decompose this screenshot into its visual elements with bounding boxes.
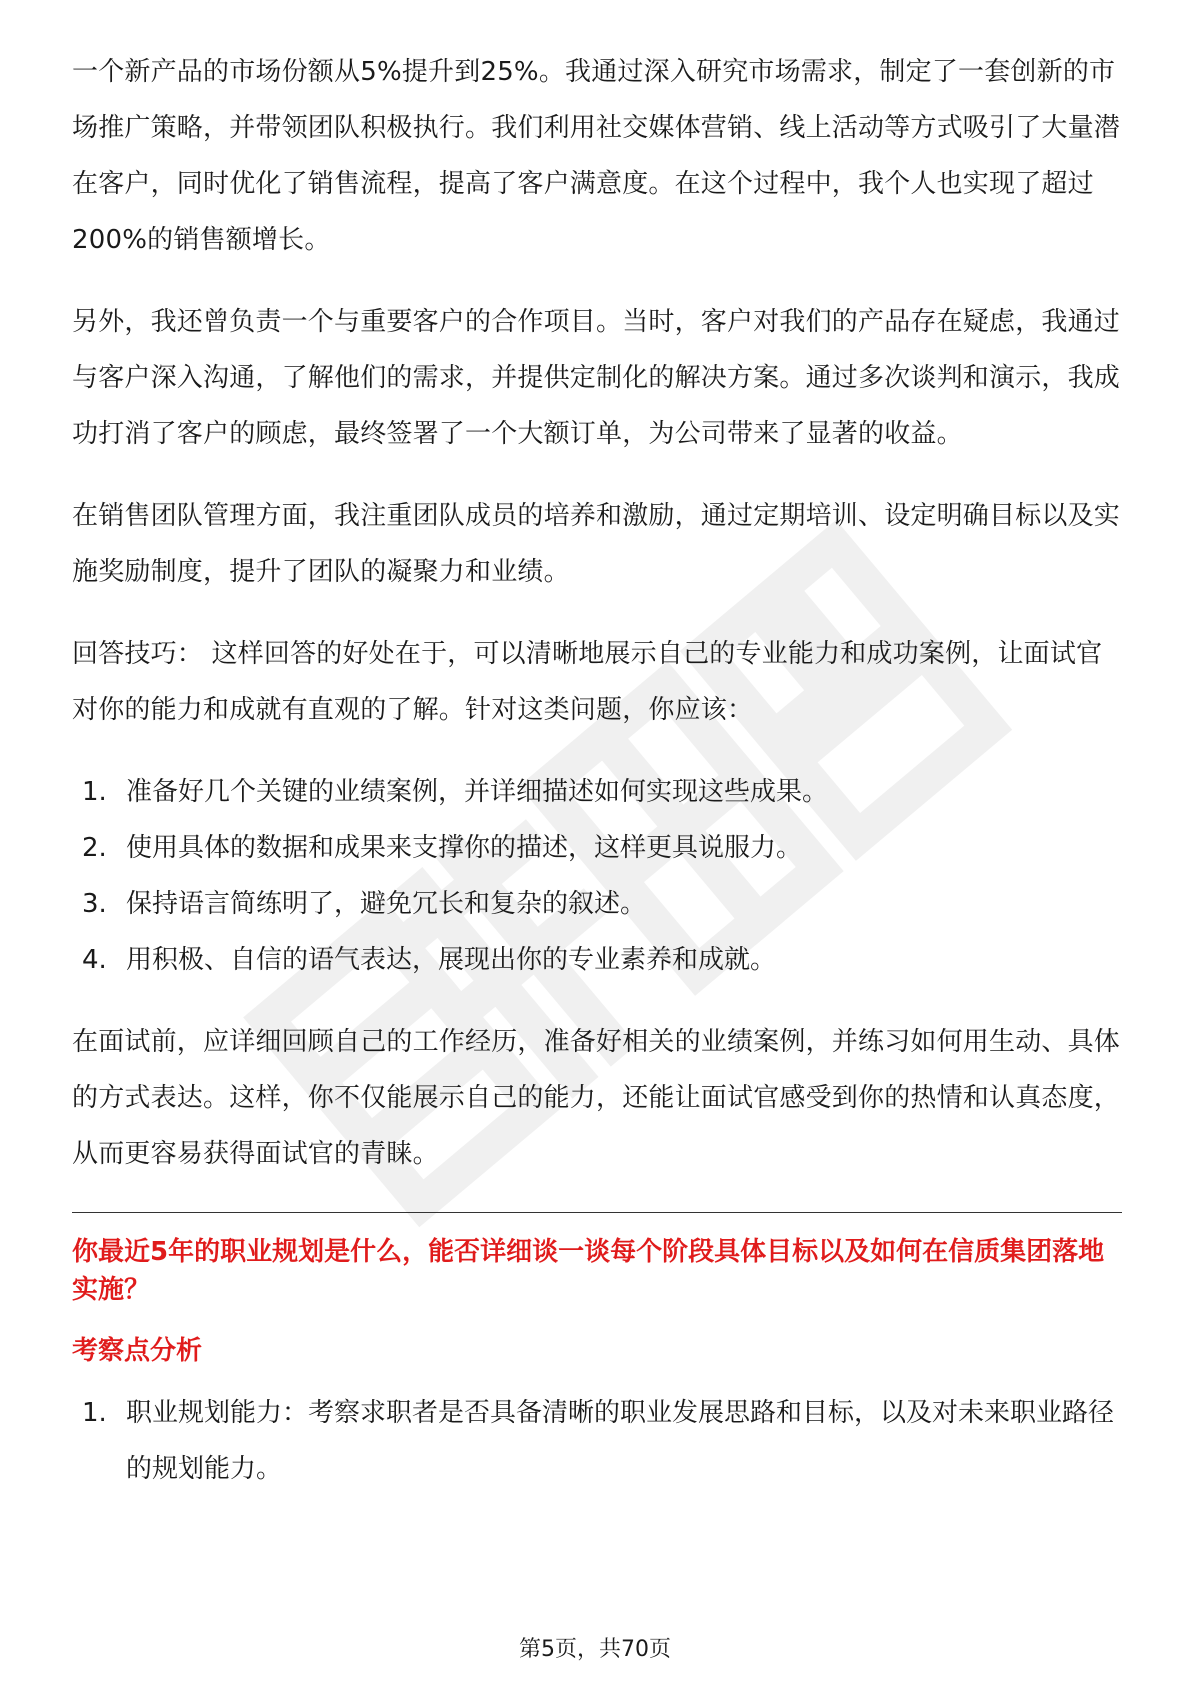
list-item bbox=[72, 820, 1122, 876]
list-item-text: 保持语言简练明了，避免冗长和复杂的叙述。 bbox=[126, 889, 647, 919]
interview-question: 你最近5年的职业规划是什么，能否详细谈一谈每个阶段具体目标以及如何在信质集团落地实施？ bbox=[72, 1237, 1105, 1305]
list-item-number: 2. bbox=[82, 833, 107, 863]
list-item bbox=[72, 876, 1122, 932]
list-item-text: 职业规划能力：考察求职者是否具备清晰的职业发展思路和目标，以及对未来职业路径的规划能力。 bbox=[126, 1398, 1115, 1484]
list-item-text: 使用具体的数据和成果来支撑你的描述，这样更具说服力。 bbox=[126, 833, 803, 863]
paragraph-closing: 在面试前，应详细回顾自己的工作经历，准备好相关的业绩案例，并练习如何用生动、具体的方式表达。这样，你不仅能展示自己的能力，还能让面试官感受到你的热情和认真态度，从而更容易获得面试官的青睐。 bbox=[72, 1027, 1121, 1169]
paragraph-client-project: 另外，我还曾负责一个与重要客户的合作项目。当时，客户对我们的产品存在疑虑，我通过与客户深入沟通，了解他们的需求，并提供定制化的解决方案。通过多次谈判和演示，我成功打消了客户的顾虑，最终签署了一个大额订单，为公司带来了显著的收益。 bbox=[72, 307, 1121, 449]
list-item-number: 1. bbox=[82, 777, 107, 807]
list-item bbox=[72, 932, 1122, 988]
paragraph-answer-tips: 回答技巧： 这样回答的好处在于，可以清晰地展示自己的专业能力和成功案例，让面试官对你的能力和成就有直观的了解。针对这类问题，你应该： bbox=[72, 639, 1103, 725]
list-item-text: 准备好几个关键的业绩案例，并详细描述如何实现这些成果。 bbox=[126, 777, 829, 807]
list-item-number: 1. bbox=[82, 1398, 107, 1428]
analysis-heading: 考察点分析 bbox=[72, 1336, 203, 1366]
list-item bbox=[72, 1385, 1122, 1497]
analysis-list bbox=[72, 1385, 1122, 1497]
paragraph-team-management: 在销售团队管理方面，我注重团队成员的培养和激励，通过定期培训、设定明确目标以及实施奖励制度，提升了团队的凝聚力和业绩。 bbox=[72, 501, 1121, 587]
section-divider bbox=[72, 1212, 1122, 1213]
list-item bbox=[72, 764, 1122, 820]
paragraph-market-share: 一个新产品的市场份额从5%提升到25%。我通过深入研究市场需求，制定了一套创新的市场推广策略，并带领团队积极执行。我们利用社交媒体营销、线上活动等方式吸引了大量潜在客户，同时优化了销售流程，提高了客户满意度。在这个过程中，我个人也实现了超过200%的销售额增长。 bbox=[72, 57, 1121, 255]
page-footer: 第5页，共70页 bbox=[519, 1637, 671, 1662]
tips-list bbox=[72, 764, 1122, 988]
list-item-text: 用积极、自信的语气表达，展现出你的专业素养和成就。 bbox=[126, 945, 777, 975]
list-item-number: 3. bbox=[82, 889, 107, 919]
list-item-number: 4. bbox=[82, 945, 107, 975]
main-content bbox=[72, 44, 1122, 1497]
